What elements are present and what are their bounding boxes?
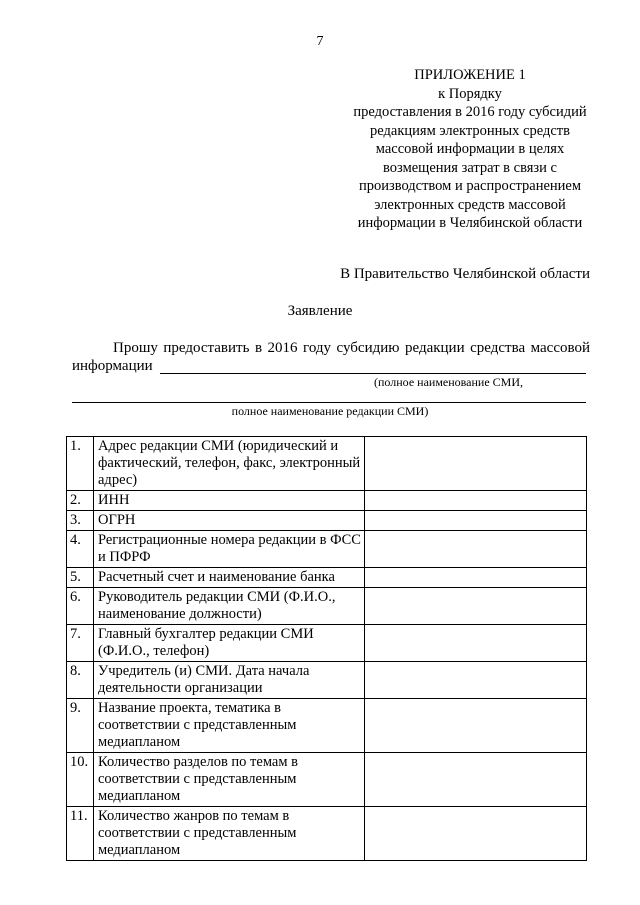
appendix-heading bbox=[330, 66, 610, 233]
table-row bbox=[67, 662, 587, 699]
table-row bbox=[67, 588, 587, 625]
row-label: Название проекта, тематика в соответствии с представленным медиапланом bbox=[94, 699, 365, 753]
table-row bbox=[67, 807, 587, 861]
request-text-continued: информации bbox=[72, 358, 153, 374]
row-value-field[interactable] bbox=[365, 588, 587, 625]
row-number: 10. bbox=[67, 753, 94, 807]
application-form-table bbox=[66, 436, 587, 861]
appendix-line: ПРИЛОЖЕНИЕ 1 bbox=[414, 67, 526, 83]
row-number: 9. bbox=[67, 699, 94, 753]
editorial-name-hint: полное наименование редакции СМИ) bbox=[231, 404, 429, 418]
row-number: 11. bbox=[67, 807, 94, 861]
table-row bbox=[67, 625, 587, 662]
row-number: 1. bbox=[67, 437, 94, 491]
page-number: 7 bbox=[316, 34, 324, 49]
row-number: 2. bbox=[67, 491, 94, 511]
row-number: 8. bbox=[67, 662, 94, 699]
row-value-field[interactable] bbox=[365, 437, 587, 491]
row-value-field[interactable] bbox=[365, 753, 587, 807]
row-value-field[interactable] bbox=[365, 699, 587, 753]
row-value-field[interactable] bbox=[365, 807, 587, 861]
media-name-fill-line[interactable] bbox=[160, 373, 586, 374]
row-value-field[interactable] bbox=[365, 511, 587, 531]
row-number: 6. bbox=[67, 588, 94, 625]
table-row bbox=[67, 568, 587, 588]
row-label: Главный бухгалтер редакции СМИ (Ф.И.О., телефон) bbox=[94, 625, 365, 662]
row-value-field[interactable] bbox=[365, 568, 587, 588]
row-label: ИНН bbox=[94, 491, 365, 511]
row-value-field[interactable] bbox=[365, 491, 587, 511]
row-label: Адрес редакции СМИ (юридический и фактический, телефон, факс, электронный адрес) bbox=[94, 437, 365, 491]
row-number: 4. bbox=[67, 531, 94, 568]
appendix-line: электронных средств массовой bbox=[374, 196, 566, 213]
appendix-line: возмещения затрат в связи с bbox=[383, 159, 557, 176]
table-row bbox=[67, 531, 587, 568]
row-number: 3. bbox=[67, 511, 94, 531]
document-title: Заявление bbox=[287, 303, 353, 319]
row-label: Регистрационные номера редакции в ФСС и ПФРФ bbox=[94, 531, 365, 568]
row-label: ОГРН bbox=[94, 511, 365, 531]
row-value-field[interactable] bbox=[365, 662, 587, 699]
row-value-field[interactable] bbox=[365, 625, 587, 662]
table-row bbox=[67, 699, 587, 753]
row-label: Расчетный счет и наименование банка bbox=[94, 568, 365, 588]
table-row bbox=[67, 491, 587, 511]
addressee: В Правительство Челябинской области bbox=[340, 266, 590, 282]
request-text: Прошу предоставить в 2016 году субсидию редакции средства массовой bbox=[113, 340, 590, 356]
appendix-line: массовой информации в целях bbox=[375, 141, 565, 157]
editorial-name-fill-line[interactable] bbox=[72, 402, 586, 403]
table-row bbox=[67, 511, 587, 531]
appendix-line: к Порядку bbox=[438, 85, 502, 102]
table-row bbox=[67, 753, 587, 807]
table-row bbox=[67, 437, 587, 491]
appendix-line: предоставления в 2016 году субсидий bbox=[353, 104, 587, 120]
appendix-line: производством и распространением bbox=[358, 178, 582, 194]
media-name-hint: (полное наименование СМИ, bbox=[374, 375, 523, 389]
row-value-field[interactable] bbox=[365, 531, 587, 568]
row-number: 5. bbox=[67, 568, 94, 588]
row-label: Учредитель (и) СМИ. Дата начала деятельности организации bbox=[94, 662, 365, 699]
row-label: Руководитель редакции СМИ (Ф.И.О., наименование должности) bbox=[94, 588, 365, 625]
row-label: Количество жанров по темам в соответствии с представленным медиапланом bbox=[94, 807, 365, 861]
row-label: Количество разделов по темам в соответствии с представленным медиапланом bbox=[94, 753, 365, 807]
appendix-line: информации в Челябинской области bbox=[357, 215, 583, 231]
appendix-line: редакциям электронных средств bbox=[370, 122, 570, 139]
row-number: 7. bbox=[67, 625, 94, 662]
